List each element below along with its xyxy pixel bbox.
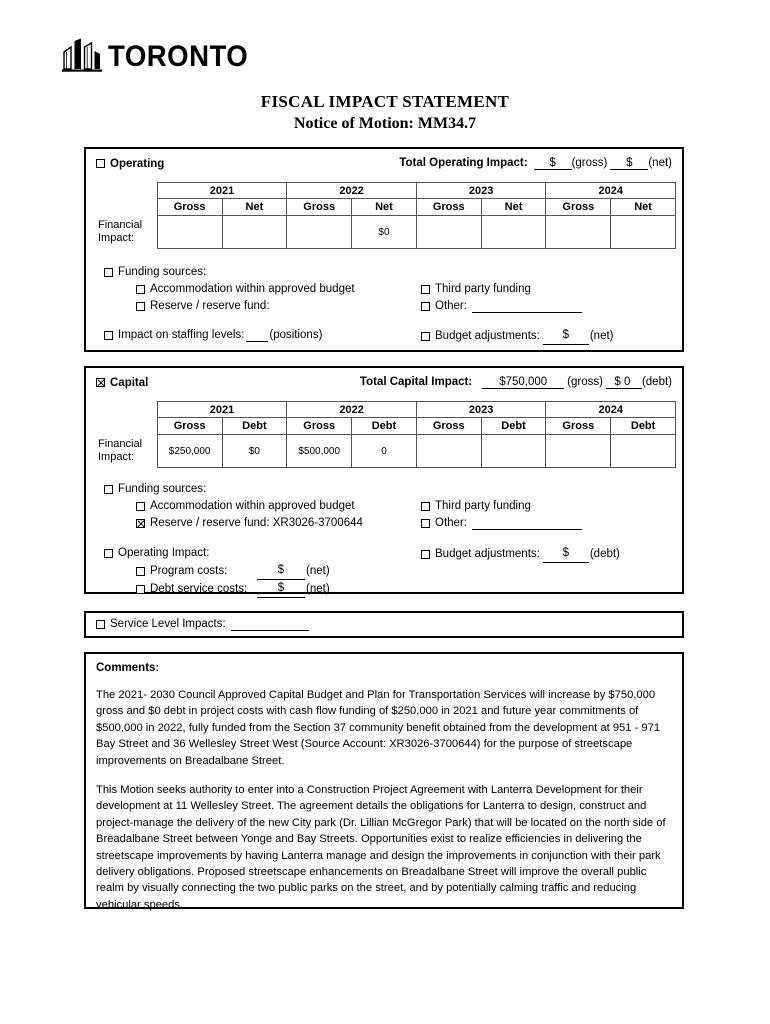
debt-service-label: Debt service costs: — [150, 582, 248, 595]
table-cell[interactable] — [416, 435, 481, 468]
operating-staffing-row[interactable] — [104, 327, 322, 344]
operating-table — [96, 182, 676, 249]
staffing-field[interactable] — [246, 330, 268, 342]
column-header: Debt — [352, 418, 417, 435]
operating-funding-block — [104, 264, 355, 315]
table-subheader-row — [96, 199, 676, 216]
table-cell[interactable] — [546, 435, 611, 468]
capital-header — [96, 374, 672, 391]
operating-impact-label: Operating Impact: — [118, 547, 210, 559]
budget-adjustments-field[interactable] — [543, 327, 589, 345]
column-header: Gross — [157, 418, 222, 435]
capital-debt-symbol: $ — [614, 376, 621, 388]
service-level-row[interactable] — [96, 616, 309, 633]
page-subtitle: Notice of Motion: MM34.7 — [293, 115, 477, 132]
budget-adjustments-suffix: (debt) — [589, 547, 620, 560]
reserve-label: Reserve / reserve fund: XR3026-3700644 — [150, 517, 363, 529]
capital-funding-block — [104, 481, 363, 532]
column-header: Debt — [222, 418, 287, 435]
operating-impact-checkbox[interactable] — [104, 549, 113, 558]
debt-service-row[interactable] — [136, 580, 330, 598]
table-cell[interactable] — [611, 216, 676, 249]
operating-total-label: Total Operating Impact: — [399, 157, 528, 169]
reserve-label: Reserve / reserve fund: — [150, 300, 270, 312]
table-cell[interactable] — [481, 435, 546, 468]
budget-adjustments-field[interactable] — [543, 545, 589, 563]
column-header: Net — [611, 199, 676, 216]
budget-adjustments-suffix: (net) — [589, 329, 614, 342]
column-header: Net — [222, 199, 287, 216]
capital-budget-adj-row[interactable] — [421, 545, 620, 563]
operating-net-field[interactable] — [610, 157, 648, 170]
service-level-checkbox[interactable] — [96, 620, 105, 629]
service-level-section — [84, 611, 684, 638]
year-header: 2022 — [287, 183, 417, 199]
funding-sources-label: Funding sources: — [118, 483, 207, 495]
column-header: Gross — [546, 418, 611, 435]
debt-service-suffix: (net) — [306, 582, 330, 595]
toronto-city-hall-icon — [62, 38, 102, 72]
operating-section — [84, 147, 684, 352]
table-cell[interactable] — [222, 216, 287, 249]
funding-sources-checkbox[interactable] — [104, 268, 113, 277]
funding-sources-checkbox[interactable] — [104, 485, 113, 494]
other-field[interactable] — [472, 518, 582, 530]
table-cell[interactable]: $0 — [222, 435, 287, 468]
reserve-checkbox[interactable] — [136, 519, 145, 528]
option-third-party-row[interactable] — [421, 281, 582, 298]
table-cell[interactable]: 0 — [352, 435, 417, 468]
operating-budget-adj-row[interactable] — [421, 327, 614, 345]
capital-funding-col2 — [421, 498, 582, 532]
option-accommodation-row[interactable] — [136, 281, 355, 298]
table-year-row — [96, 183, 676, 199]
table-row — [96, 216, 676, 249]
table-cell[interactable] — [157, 216, 222, 249]
table-cell[interactable] — [416, 216, 481, 249]
program-costs-field[interactable] — [257, 562, 305, 580]
comments-section — [84, 652, 684, 909]
table-cell[interactable]: $0 — [352, 216, 417, 249]
program-costs-checkbox[interactable] — [136, 567, 145, 576]
accommodation-checkbox[interactable] — [136, 502, 145, 511]
accommodation-label: Accommodation within approved budget — [150, 500, 355, 512]
option-third-party-row[interactable] — [421, 498, 582, 515]
reserve-checkbox[interactable] — [136, 302, 145, 311]
service-level-field[interactable] — [231, 619, 309, 631]
budget-adjustments-checkbox[interactable] — [421, 550, 430, 559]
debt-service-checkbox[interactable] — [136, 585, 145, 594]
other-label: Other: — [435, 517, 467, 529]
other-checkbox[interactable] — [421, 519, 430, 528]
row-label: Financial Impact: — [98, 438, 143, 463]
table-row — [96, 435, 676, 468]
staffing-checkbox[interactable] — [104, 331, 113, 340]
program-costs-symbol: $ — [277, 564, 285, 576]
operating-gross-suffix: (gross) — [571, 157, 608, 169]
column-header: Gross — [546, 199, 611, 216]
program-costs-suffix: (net) — [306, 564, 330, 577]
option-reserve-row[interactable] — [136, 298, 355, 315]
third-party-label: Third party funding — [435, 500, 531, 512]
other-field[interactable] — [472, 301, 582, 313]
operating-net-symbol: $ — [626, 157, 633, 169]
operating-checkbox[interactable] — [96, 159, 105, 168]
operating-funding-col2 — [421, 281, 582, 315]
operating-impact-row[interactable] — [104, 545, 330, 562]
table-cell[interactable]: $250,000 — [157, 435, 222, 468]
budget-adjustments-checkbox[interactable] — [421, 332, 430, 341]
capital-gross-suffix: (gross) — [567, 376, 603, 388]
page-title: FISCAL IMPACT STATEMENT — [260, 92, 510, 111]
option-other-row[interactable] — [421, 298, 582, 315]
operating-total-impact — [399, 157, 672, 170]
program-costs-label: Program costs: — [150, 564, 228, 577]
column-header: Gross — [416, 418, 481, 435]
logo-wordmark: TORONTO — [108, 40, 249, 73]
column-header: Net — [352, 199, 417, 216]
toronto-logo — [62, 38, 260, 72]
budget-adjustments-label: Budget adjustments: — [435, 547, 540, 560]
funding-sources-row[interactable] — [104, 264, 355, 281]
other-checkbox[interactable] — [421, 302, 430, 311]
year-header: 2022 — [287, 402, 417, 418]
comments-title: Comments: — [96, 662, 160, 674]
column-header: Debt — [481, 418, 546, 435]
operating-label: Operating — [110, 157, 165, 170]
third-party-checkbox[interactable] — [421, 285, 430, 294]
row-label: Financial Impact: — [98, 219, 143, 244]
column-header: Gross — [416, 199, 481, 216]
column-header: Gross — [287, 199, 352, 216]
accommodation-label: Accommodation within approved budget — [150, 283, 355, 295]
year-header: 2024 — [546, 183, 676, 199]
third-party-label: Third party funding — [435, 283, 531, 295]
table-cell[interactable] — [481, 216, 546, 249]
operating-gross-field[interactable] — [534, 157, 572, 170]
capital-debt-value: 0 — [623, 376, 631, 388]
year-header: 2024 — [546, 402, 676, 418]
option-reserve-row[interactable] — [136, 515, 363, 532]
capital-label: Capital — [110, 376, 149, 389]
program-costs-row[interactable] — [136, 562, 330, 580]
operating-gross-symbol: $ — [549, 157, 556, 169]
comments-paragraph: The 2021- 2030 Council Approved Capital Budget and Plan for Transportation Services will increase by $750,000 gross and $0 debt in project costs with cash flow funding of $250,000 in 2021 and future year commitments of $500,000 in 2022, fully funded from the Section 37 community benefit obtained from the development at 951 - 971 Bay Street and 36 Wellesley Street West (Source Account: XR3026-3700644) for the purpose of streetscape improvements on Breadalbane Street. — [96, 689, 661, 767]
other-label: Other: — [435, 300, 467, 312]
debt-service-symbol: $ — [277, 582, 285, 594]
funding-sources-label: Funding sources: — [118, 266, 207, 278]
column-header: Gross — [287, 418, 352, 435]
table-cell[interactable]: $500,000 — [287, 435, 352, 468]
table-cell[interactable] — [546, 216, 611, 249]
comments-paragraph: This Motion seeks authority to enter into a Construction Project Agreement with Lanterra Development for their development at 11 Wellesley Street. The agreement details the obligations for Lanterra to design, construct and project-manage the delivery of the new City park (Dr. Lillian McGregor Park) that will be located on the north side of Breadalbane Street between Yonge and Bay Streets. Opportunities exist to realize efficiencies in delivering the streetscape improvements by having Lanterra manage and design the improvements in conjunction with their park delivery obligations. Proposed streetscape enhancements on Breadalbane Street will improve the overall public realm by visually connecting the two public parks on the street, and by potentially calming traffic and reducing vehicular speeds. — [96, 784, 666, 911]
operating-header — [96, 155, 672, 172]
debt-service-field[interactable] — [257, 580, 305, 598]
table-cell[interactable] — [287, 216, 352, 249]
year-header: 2021 — [157, 183, 287, 199]
year-header: 2023 — [416, 183, 546, 199]
capital-debt-field[interactable] — [606, 376, 642, 389]
option-other-row[interactable] — [421, 515, 582, 532]
service-level-label: Service Level Impacts: — [110, 618, 226, 630]
budget-adjustments-label: Budget adjustments: — [435, 329, 540, 342]
funding-sources-row[interactable] — [104, 481, 363, 498]
capital-operating-impact-block — [104, 545, 330, 598]
capital-table — [96, 401, 676, 468]
capital-gross-value: $750,000 — [499, 376, 548, 388]
accommodation-checkbox[interactable] — [136, 285, 145, 294]
budget-adjustments-symbol: $ — [562, 547, 570, 559]
capital-debt-suffix: (debt) — [641, 376, 672, 388]
third-party-checkbox[interactable] — [421, 502, 430, 511]
staffing-suffix: (positions) — [269, 329, 323, 341]
table-year-row — [96, 402, 676, 418]
table-subheader-row — [96, 418, 676, 435]
year-header: 2021 — [157, 402, 287, 418]
budget-adjustments-symbol: $ — [562, 329, 570, 341]
option-accommodation-row[interactable] — [136, 498, 363, 515]
staffing-label: Impact on staffing levels: — [118, 329, 245, 341]
table-cell[interactable] — [611, 435, 676, 468]
capital-total-impact — [360, 376, 672, 389]
column-header: Net — [481, 199, 546, 216]
capital-total-label: Total Capital Impact: — [359, 376, 473, 388]
capital-gross-field[interactable] — [482, 376, 564, 389]
capital-section — [84, 366, 684, 594]
operating-net-suffix: (net) — [648, 157, 672, 169]
year-header: 2023 — [416, 402, 546, 418]
column-header: Debt — [611, 418, 676, 435]
column-header: Gross — [157, 199, 222, 216]
capital-checkbox[interactable] — [96, 378, 105, 387]
